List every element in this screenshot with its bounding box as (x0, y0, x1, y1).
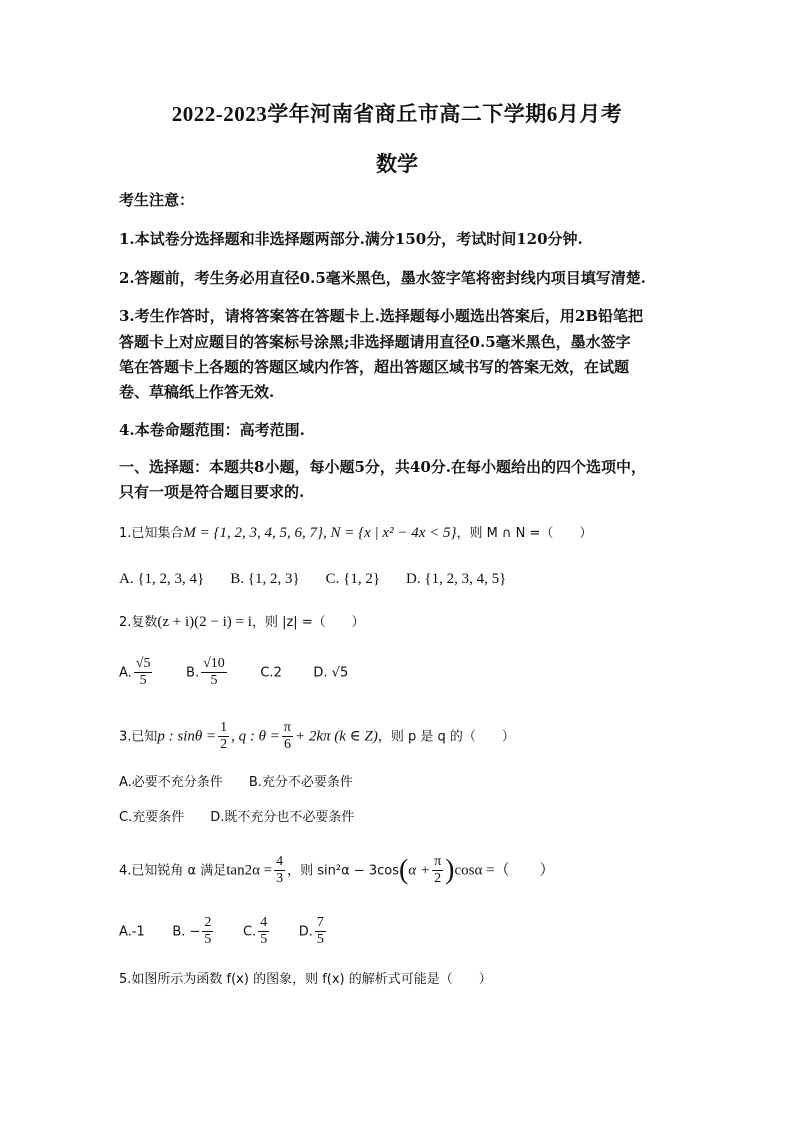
q4-tan-part: tan2α = (226, 862, 273, 879)
notice-3-line-3: 笔在答题卡上各题的答题区域内作答，超出答题区域书写的答案无效，在试题 (119, 358, 630, 376)
q1-option-b: B. {1, 2, 3} (230, 571, 300, 587)
q4-pi-denominator: 2 (434, 871, 442, 886)
q4-option-d-label: D. (298, 924, 313, 940)
q4-options (119, 915, 328, 948)
q4-option-d-fraction (315, 915, 326, 948)
notice-4: 4.本卷命题范围：高考范围. (119, 421, 305, 439)
q1-prefix: 1.已知集合 (119, 526, 184, 541)
q3-prefix: 3.已知 (119, 729, 158, 745)
q2-option-b-numerator: √10 (203, 656, 225, 671)
q1-sets: M = {1, 2, 3, 4, 5, 6, 7}, N = {x | x² − 4x < 5} (183, 525, 457, 541)
q3-q-statement: , q : θ = (231, 728, 280, 745)
notice-2: 2.答题前，考生务必用直径0.5毫米黑色，墨水签字笔将密封线内项目填写清楚. (119, 269, 646, 287)
q4-option-b-label: B. − (172, 924, 201, 940)
notice-1: 1.本试卷分选择题和非选择题两部分.满分150分，考试时间120分钟. (119, 230, 583, 248)
q4-tan-fraction (274, 854, 285, 887)
q2-option-d: D. √5 (313, 665, 349, 681)
q4-option-c-fraction (258, 915, 269, 948)
question-3 (119, 720, 515, 753)
q4-option-d-denominator: 5 (316, 932, 324, 947)
notice-3-line-1: 3.考生作答时，请将答案答在答题卡上.选择题每小题选出答案后，用2B铅笔把 (119, 307, 643, 325)
q3-q-denominator: 6 (283, 737, 291, 752)
q3-option-a: A.必要不充分条件 (119, 775, 223, 790)
q4-pi-numerator: π (434, 854, 442, 869)
q4-pi-fraction (432, 854, 443, 887)
q5-text: 5.如图所示为函数 f(x) 的图象，则 f(x) 的解析式可能是（ ） (119, 972, 492, 987)
q2-equation: (z + i)(2 − i) = i (157, 614, 252, 630)
q1-suffix: ，则 M ∩ N =（ ） (456, 526, 593, 541)
q3-p-denominator: 2 (220, 737, 228, 752)
notice-title: 考生注意： (119, 191, 195, 209)
q2-option-c: C.2 (260, 665, 282, 681)
q2-option-a-numerator: √5 (135, 656, 151, 671)
q4-tail: cosα =（ ） (454, 862, 555, 879)
q3-option-c: C.充要条件 (119, 810, 185, 825)
q4-option-c-numerator: 4 (260, 915, 268, 930)
q3-options-row-2 (119, 806, 380, 828)
q4-option-c-denominator: 5 (260, 932, 268, 947)
q4-option-d-numerator: 7 (316, 915, 324, 930)
q1-option-c: C. {1, 2} (325, 571, 381, 587)
q2-option-a-label: A. (119, 665, 132, 681)
question-2 (119, 611, 365, 633)
exam-subject: 数学 (376, 152, 418, 176)
q2-option-b-denominator: 5 (210, 673, 218, 688)
notice-3-line-2: 答题卡上对应题目的答案标号涂黑;非选择题请用直径0.5毫米黑色，墨水签字 (119, 333, 631, 351)
q4-option-c-label: C. (242, 924, 257, 940)
q1-options (119, 568, 532, 589)
q4-mid: ，则 sin²α − 3cos (287, 863, 399, 879)
q3-p-fraction (218, 720, 229, 753)
exam-title: 2022-2023学年河南省商丘市高二下学期6月月考 (171, 102, 623, 126)
q4-option-b-numerator: 2 (204, 915, 212, 930)
q2-option-a-denominator: 5 (139, 673, 147, 688)
q4-prefix: 4.已知锐角 α 满足 (119, 863, 227, 879)
q3-q-numerator: π (283, 720, 291, 735)
q4-paren-open: ( (399, 854, 409, 886)
q3-q-tail: + 2kπ (k ∈ Z) (294, 728, 378, 745)
q4-tan-numerator: 4 (276, 854, 284, 869)
q4-paren-close: ) (445, 854, 455, 886)
q1-option-a: A. {1, 2, 3, 4} (119, 571, 205, 587)
question-1 (119, 522, 592, 544)
section-heading-line-1: 一、选择题：本题共8小题，每小题5分，共40分.在每小题给出的四个选项中， (119, 458, 646, 476)
notice-3-line-4: 卷、草稿纸上作答无效. (119, 383, 275, 401)
q3-option-b: B.充分不必要条件 (248, 775, 353, 790)
q2-options (119, 656, 348, 689)
q3-q-fraction (282, 720, 293, 753)
q4-tan-denominator: 3 (276, 871, 284, 886)
q2-suffix: ，则 |z| =（ ） (251, 615, 365, 630)
q3-suffix: ，则 p 是 q 的（ ） (377, 729, 515, 745)
q2-option-b-label: B. (186, 665, 200, 681)
question-4 (119, 854, 555, 887)
q2-prefix: 2.复数 (119, 615, 158, 630)
q2-option-a-fraction (134, 656, 153, 689)
q3-options-row-1 (119, 771, 379, 793)
q4-alpha-plus: α + (408, 862, 431, 879)
section-heading-line-2: 只有一项是符合题目要求的. (119, 483, 305, 501)
q3-option-d: D.既不充分也不必要条件 (210, 810, 355, 825)
question-5 (119, 968, 492, 990)
q1-option-d: D. {1, 2, 3, 4, 5} (406, 571, 507, 587)
q4-option-b-denominator: 5 (204, 932, 212, 947)
q3-p-statement: p : sinθ = (157, 728, 217, 745)
q2-option-b-fraction (201, 656, 227, 689)
q3-p-numerator: 1 (220, 720, 228, 735)
q4-option-b-fraction (202, 915, 213, 948)
q4-option-a: A.-1 (119, 924, 145, 940)
